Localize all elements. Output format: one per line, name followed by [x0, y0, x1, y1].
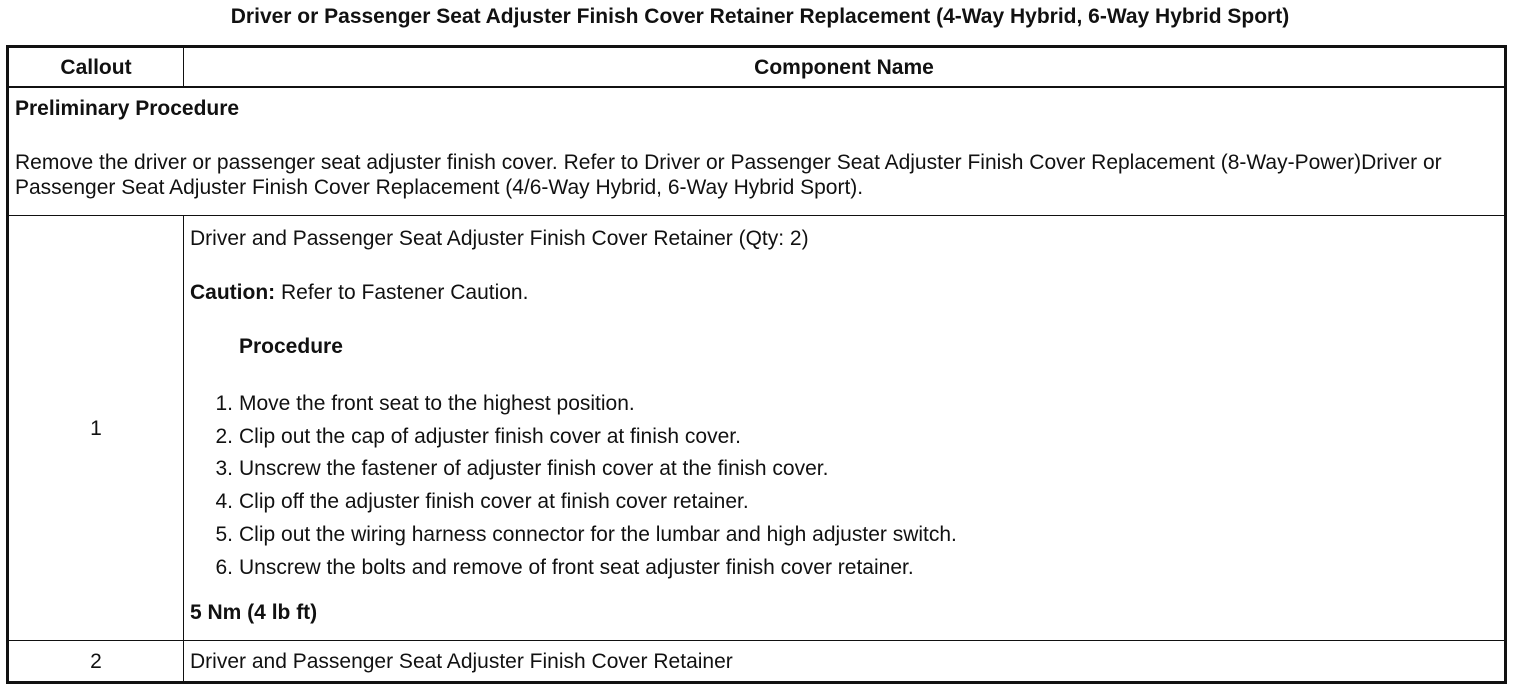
callout-column-header: Callout: [8, 47, 184, 88]
step-text: Unscrew the bolts and remove of front seat adjuster finish cover retainer.: [239, 555, 914, 579]
component-cell: [184, 216, 1506, 641]
torque-spec: 5 Nm (4 lb ft): [190, 601, 318, 625]
page-title: Driver or Passenger Seat Adjuster Finish Cover Retainer Replacement (4-Way Hybrid, 6-Way Hybrid Sport): [230, 5, 1290, 28]
table-row: [8, 216, 1506, 641]
component-cell: Driver and Passenger Seat Adjuster Finish Cover Retainer: [184, 641, 1506, 683]
component-column-header: Component Name: [184, 47, 1506, 88]
procedure-steps: [190, 388, 1498, 584]
table-row: [8, 641, 1506, 683]
step-number: 3.: [215, 457, 233, 481]
preliminary-row: [8, 87, 1506, 216]
table-header-row: [8, 47, 1506, 88]
callout-cell: 1: [8, 216, 184, 641]
caution-text: Refer to Fastener Caution.: [275, 281, 529, 304]
step-number: 6.: [215, 555, 233, 579]
list-item: [190, 421, 1498, 454]
step-text: Clip out the wiring harness connector for the lumbar and high adjuster switch.: [239, 522, 957, 546]
step-number: 2.: [215, 424, 233, 448]
caution-note: [190, 280, 1498, 305]
step-text: Unscrew the fastener of adjuster finish cover at the finish cover.: [239, 457, 829, 481]
list-item: [190, 453, 1498, 486]
list-item: [190, 552, 1498, 585]
caution-label: Caution:: [190, 281, 276, 304]
callout-cell: 2: [8, 641, 184, 683]
step-text: Clip out the cap of adjuster finish cover at finish cover.: [239, 424, 741, 448]
step-text: Clip off the adjuster finish cover at finish cover retainer.: [239, 490, 749, 514]
preliminary-cell: [8, 87, 1506, 216]
component-table: [6, 45, 1507, 684]
procedure-heading: Procedure: [239, 335, 343, 358]
preliminary-text: Remove the driver or passenger seat adjuster finish cover. Refer to Driver or Passenger Seat Adjuster Finish Cover Replacement (8-Way-Power)Driver or Passenger Seat Adjuster Finish Cover Replacement (4/6-Way Hybrid, 6-Way Hybrid Sport).: [15, 151, 1442, 199]
step-number: 1.: [215, 392, 233, 415]
step-text: Move the front seat to the highest position.: [239, 392, 635, 415]
component-name: Driver and Passenger Seat Adjuster Finish Cover Retainer (Qty: 2): [190, 227, 809, 250]
list-item: [190, 388, 1498, 421]
list-item: [190, 486, 1498, 519]
list-item: [190, 519, 1498, 552]
preliminary-heading: Preliminary Procedure: [15, 97, 240, 120]
step-number: 4.: [215, 490, 233, 514]
step-number: 5.: [215, 522, 233, 546]
